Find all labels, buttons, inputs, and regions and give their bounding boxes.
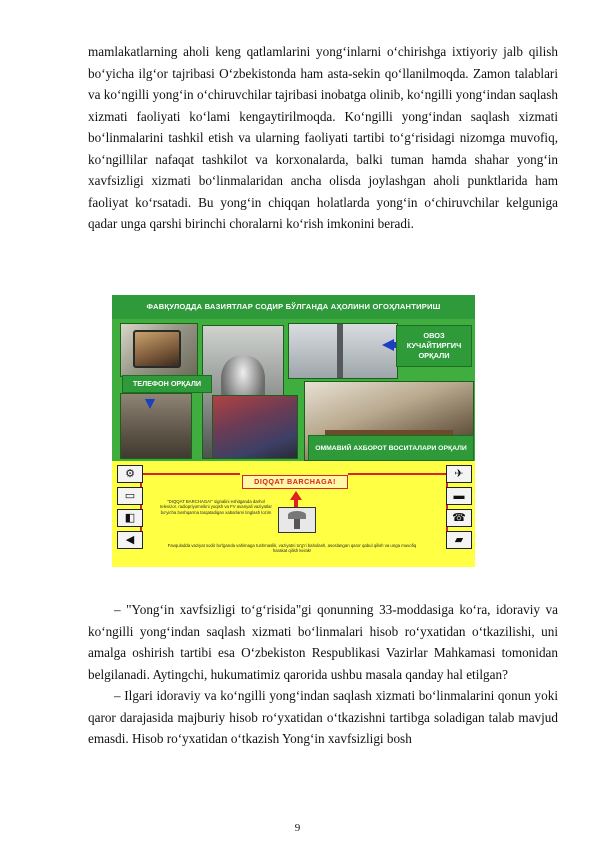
label-mass-media: ОММАВИЙ АХБОРОТ ВОСИТАЛАРИ ОРҚАЛИ: [308, 435, 474, 461]
siren-pole-photo: [288, 323, 398, 379]
megaphone-icon: ◀: [117, 531, 143, 549]
poster-lower-panel: [112, 463, 475, 567]
paragraph-top: [88, 41, 558, 235]
paragraph-bottom: [88, 599, 558, 750]
label-loudspeaker: ОВОЗ КУЧАЙТИРГИЧ ОРҚАЛИ: [396, 325, 472, 367]
attention-banner: DIQQAT BARCHAGA!: [242, 475, 348, 489]
car-icon: ▰: [446, 531, 472, 549]
poster-upper-panel: [112, 295, 475, 461]
television-icon: ▭: [117, 487, 143, 505]
answer-paragraph: – Ilgari idoraviy va ko‘ngilli yong‘indan saqlash xizmati bo‘linmalarini qonun yoki qaror darajasida majburiy hisob ro‘yxatidan o‘tkazishni tartibga soladigan talab mavjud emasdi. Hisob ro‘yxatidan o‘tkazish Yong‘in xavfsizligi bosh: [88, 688, 558, 746]
motorcycle-icon: ⚙: [117, 465, 143, 483]
tv-photo: [120, 323, 198, 377]
paragraph-top-text: mamlakatlarning aholi keng qatlamlarini yong‘inlarni o‘chirishga ixtiyoriy jalb qilish bo‘yicha ilg‘or tajribasi O‘zbekistonda ham asta-sekin qo‘llanilmoqda. Zamon talablari va ko‘ngilli yong‘in o‘chiruvchilar tajribasi inobatga olinib, ko‘ngilli yong‘indan saqlash xizmati faoliyati ko‘lami kengaytirilmoqda. Ko‘ngilli yong‘indan saqlash xizmati bo‘linmalarini tashkil etish va ularning faoliyati tartibi to‘g‘risidagi nizomga muvofiq, ko‘ngillilar nafaqat tashkilot va korxonalarda, balki tuman hamda shahar yong‘in xavfsizligi xizmati bo‘linmalaridan ancha olisda joylashgan aholi punktlarida ham faoliyat ko‘rsatadi. Bu yong‘in chiqqan holatlarda yong‘in o‘chiruvchilar kelguniga qadar unga qarshi birinchi choralarni ko‘rish imkonini beradi.: [88, 44, 558, 231]
emergency-advice-text: Favqulodda vaziyat sodir bo'lganda vahimaga tushmaslik, vaziyatni to'g'ri baholash, asoslangan qaror qabul qilish va unga muvofiq harakat qilish kerak!: [167, 543, 417, 554]
helicopter-icon: ✈: [446, 465, 472, 483]
telephone-photo: [120, 393, 192, 459]
page-number: 9: [294, 822, 301, 834]
telephone-icon: ☎: [446, 509, 472, 527]
people-photo: [212, 395, 298, 459]
vehicle-icon: ▬: [446, 487, 472, 505]
question-paragraph: – "Yong‘in xavfsizligi to‘g‘risida"gi qonunning 33-moddasiga ko‘ra, idoraviy va ko‘ngilli yong‘indan saqlash xizmati bo‘linmalari hisob ro‘yxatidan o‘tkazilishi, uni amalga oshirish tartibi esa O‘zbekiston Respublikasi Vazirlar Mahkamasi tomonidan belgilanadi. Aytingchi, hukumatimiz qarorida ushbu masala qanday hal etilgan?: [88, 602, 558, 682]
poster-title: ФАВҚУЛОДДА ВАЗИЯТЛАР СОДИР БЎЛГАНДА АҲОЛИНИ ОГОҲЛАНТИРИШ: [112, 295, 475, 319]
label-telephone: ТЕЛЕФОН ОРҚАЛИ: [122, 375, 212, 393]
signal-instruction-text: "DIQQAT BARCHAGA!" signalini eshitganda darhol televizor, radiopriyomnikni yoqish va FV avariyali vaziyatlar bo'yicha boshqarma tarqatadigan xabarlarni tinglash lozim: [160, 499, 272, 515]
warning-poster: [112, 295, 475, 567]
arrow-down-icon: [145, 399, 155, 409]
radio-icon: ◧: [117, 509, 143, 527]
siren-icon: [278, 507, 316, 533]
